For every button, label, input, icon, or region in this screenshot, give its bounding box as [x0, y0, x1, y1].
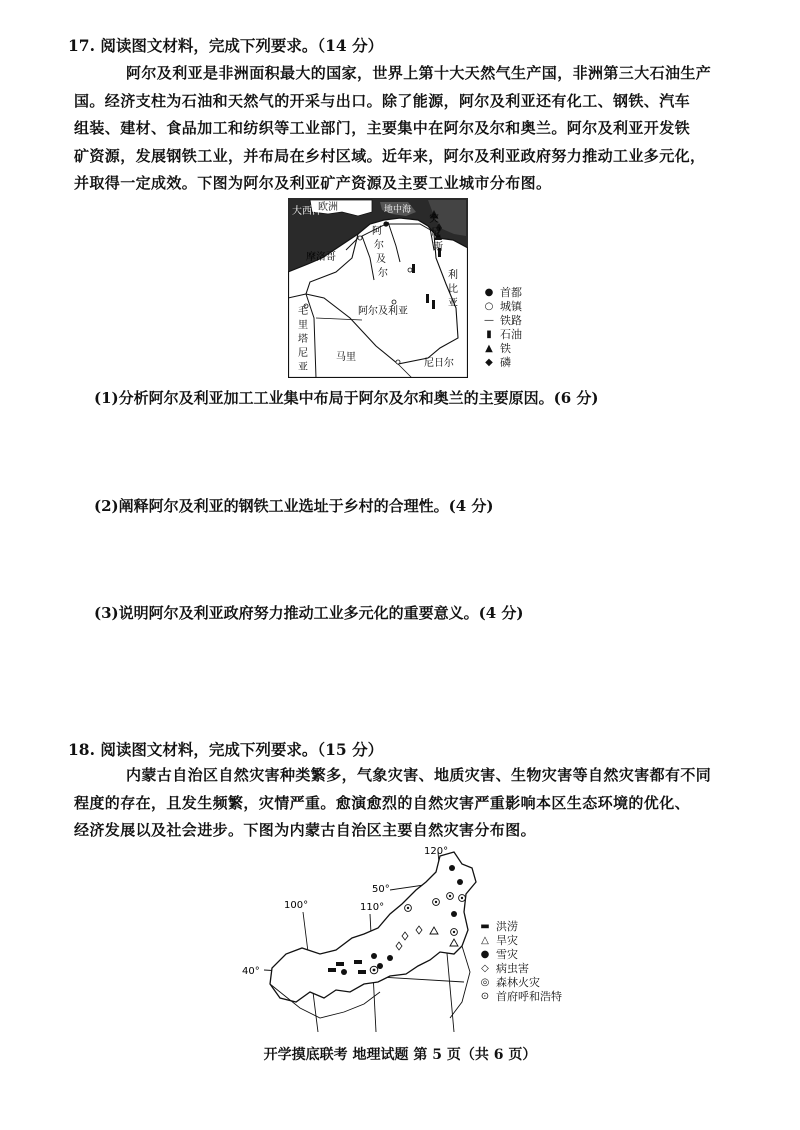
iron-icon: ▲: [485, 343, 493, 354]
legend-label: 洪涝: [496, 920, 518, 933]
legend-label: 首都: [500, 286, 522, 299]
map-label-morocco: 摩洛哥: [306, 252, 336, 263]
map-label-lat-50: 50°: [372, 884, 390, 895]
legend-label: 病虫害: [496, 962, 529, 975]
map-label-algiers: 阿: [372, 226, 382, 237]
pest-icon: ◇: [481, 963, 489, 974]
q17-sub-question-2: (2)阐释阿尔及利亚的钢铁工业选址于乡村的合理性。(4 分): [94, 497, 494, 515]
legend-item-capital-hohhot: [474, 990, 562, 1004]
legend-item-forest-fire: [474, 976, 562, 990]
algeria-map: [288, 198, 468, 378]
map-label-libya: 比: [448, 284, 458, 295]
map-label-lat-40: 40°: [242, 966, 260, 977]
map-label-lon-110: 110°: [360, 902, 385, 913]
q17-sub-question-1: (1)分析阿尔及利亚加工工业集中布局于阿尔及尔和奥兰的主要原因。(6 分): [94, 389, 599, 407]
legend-item-iron: [478, 342, 522, 356]
q17-paragraph: [74, 60, 711, 198]
map-label-mediterranean: 地中海: [384, 205, 412, 215]
inner-mongolia-map-svg: [240, 842, 480, 1032]
map-label-mauritania: 里: [298, 320, 308, 331]
q17-sub-question-3: (3)说明阿尔及利亚政府努力推动工业多元化的重要意义。(4 分): [94, 604, 524, 622]
legend-item-flood: [474, 920, 562, 934]
legend-label: 雪灾: [496, 948, 518, 961]
legend-item-phosphate: [478, 356, 522, 370]
map-label-tunisia: 突: [429, 214, 439, 225]
map-label-algiers: 尔: [378, 268, 388, 279]
capital-icon: ⊙: [480, 991, 490, 1002]
q18-line-1: 内蒙古自治区自然灾害种类繁多，气象灾害、地质灾害、生物灾害等自然灾害都有不同: [126, 766, 712, 784]
q18-line-2: 程度的存在，且发生频繁，灾情严重。愈演愈烈的自然灾害严重影响本区生态环境的优化、: [74, 793, 691, 812]
map-label-libya: 亚: [448, 298, 458, 309]
q17-line-1: 阿尔及利亚是非洲面积最大的国家，世界上第十大天然气生产国，非洲第三大石油生产: [126, 64, 712, 82]
map-label-mauritania: 尼: [298, 348, 308, 359]
q17-line-3: 组装、建材、食品加工和纺织等工业部门，主要集中在阿尔及尔和奥兰。阿尔及利亚开发铁: [74, 119, 691, 137]
map-label-mali: 马里: [336, 352, 356, 363]
legend-label: 磷: [500, 356, 511, 369]
map-label-mauritania: 亚: [298, 362, 308, 373]
page-footer: 开学摸底联考 地理试题 第 5 页（共 6 页）: [263, 1047, 537, 1063]
legend-label: 铁路: [500, 314, 522, 327]
map-label-mauritania: 塔: [298, 334, 308, 345]
snow-disaster-icon: ●: [480, 949, 490, 960]
map-label-libya: 利: [448, 270, 458, 281]
legend-label: 石油: [500, 328, 522, 341]
q18-title: 18. 阅读图文材料，完成下列要求。（15 分）: [68, 740, 384, 759]
map-label-algiers: 尔: [374, 240, 384, 251]
legend-label: 森林火灾: [496, 976, 540, 989]
map-label-tunisia: 斯: [433, 242, 443, 253]
forest-fire-icon: ◎: [480, 977, 490, 988]
capital-icon: ●: [484, 287, 494, 298]
flood-icon: ▬: [480, 921, 490, 932]
map-label-mauritania: 毛: [298, 306, 308, 317]
legend-item-pest: [474, 962, 562, 976]
legend-item-drought: [474, 934, 562, 948]
map-label-tunisia: 尼: [431, 228, 441, 239]
inner-mongolia-map: [240, 842, 480, 1032]
map-label-europe: 欧洲: [318, 202, 338, 213]
algeria-map-svg: [288, 198, 468, 378]
town-icon: ○: [484, 301, 494, 312]
drought-icon: △: [481, 935, 489, 946]
q18-line-3: 经济发展以及社会进步。下图为内蒙古自治区主要自然灾害分布图。: [74, 821, 537, 839]
legend-label: 旱灾: [496, 934, 518, 947]
inner-mongolia-map-legend: [474, 920, 562, 1004]
legend-item-oil: [478, 328, 522, 342]
legend-label: 铁: [500, 342, 511, 355]
legend-label: 城镇: [500, 300, 522, 313]
legend-item-town: [478, 300, 522, 314]
legend-item-capital: [478, 286, 522, 300]
map-label-lon-120: 120°: [424, 846, 449, 857]
q18-paragraph: [74, 762, 711, 845]
map-label-algiers: 及: [376, 254, 386, 265]
map-label-algeria: 阿尔及利亚: [358, 306, 408, 317]
legend-item-snow-disaster: [474, 948, 562, 962]
algeria-map-legend: [478, 286, 522, 370]
map-label-lon-100: 100°: [284, 900, 309, 911]
q17-line-4: 矿资源，发展钢铁工业，并布局在乡村区域。近年来，阿尔及利亚政府努力推动工业多元化，: [74, 146, 706, 165]
q17-line-5: 并取得一定成效。下图为阿尔及利亚矿产资源及主要工业城市分布图。: [74, 174, 552, 192]
q17-title: 17. 阅读图文材料，完成下列要求。（14 分）: [68, 36, 384, 55]
phosphate-icon: ◆: [485, 357, 493, 368]
oil-icon: ▮: [486, 329, 492, 340]
q17-line-2: 国。经济支柱为石油和天然气的开采与出口。除了能源，阿尔及利亚还有化工、钢铁、汽车: [74, 91, 691, 110]
legend-item-railway: [478, 314, 522, 328]
map-label-niger: 尼日尔: [424, 358, 454, 369]
legend-label: 首府呼和浩特: [496, 990, 562, 1003]
railway-icon: —: [484, 315, 494, 326]
map-label-atlantic: 大西洋: [292, 206, 322, 217]
